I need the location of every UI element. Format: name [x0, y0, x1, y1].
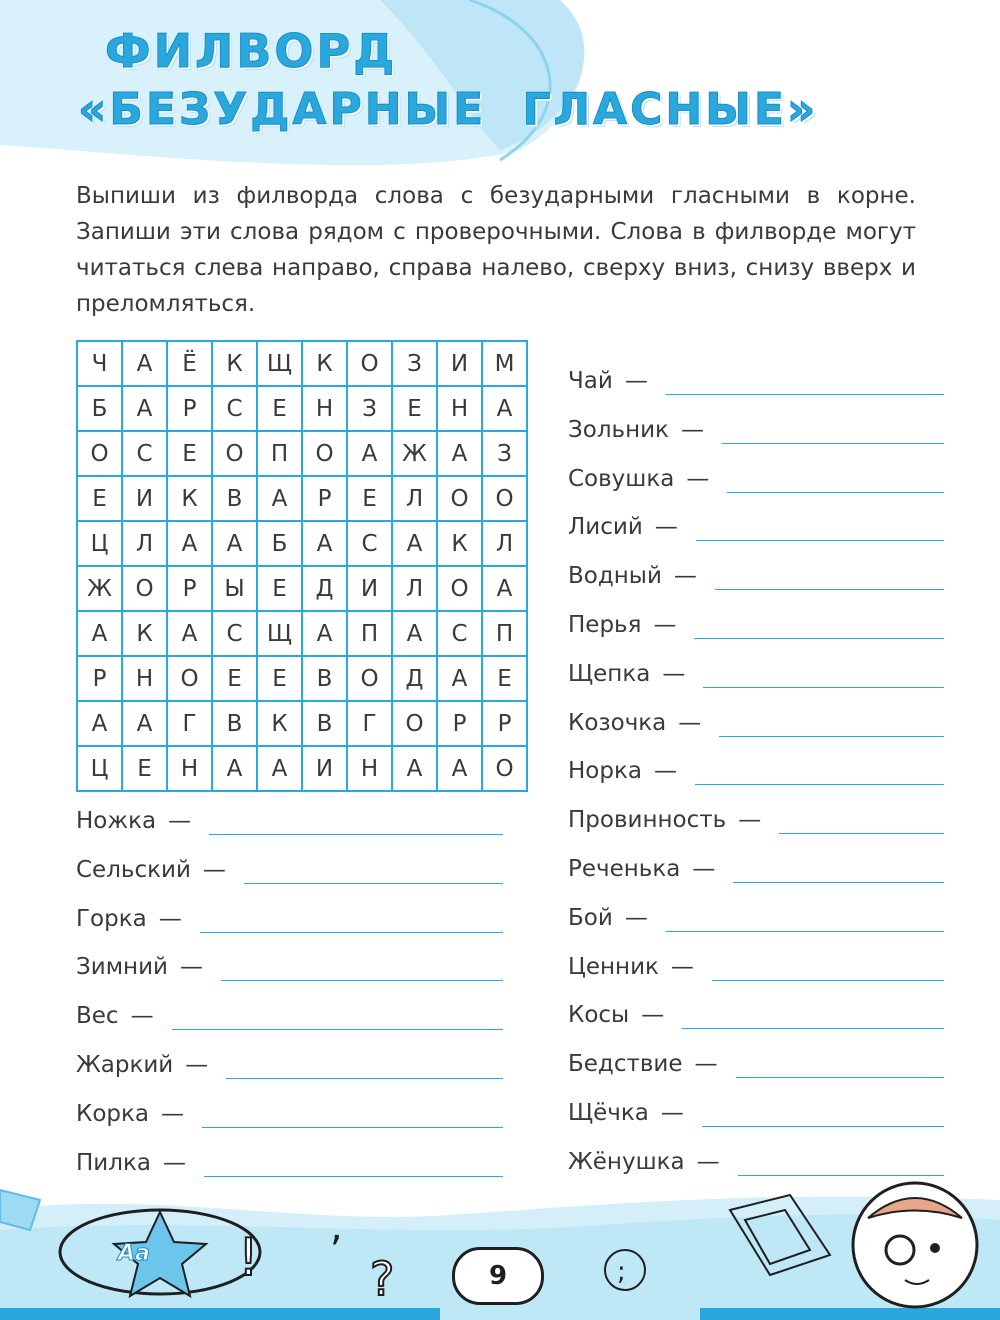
grid-cell: Ж	[392, 431, 437, 476]
answer-row	[568, 856, 944, 883]
grid-cell: О	[347, 656, 392, 701]
grid-cell: Б	[257, 521, 302, 566]
grid-cell: А	[302, 521, 347, 566]
grid-cell: Ж	[77, 566, 122, 611]
grid-cell: Е	[257, 656, 302, 701]
check-word: Сельский	[76, 856, 191, 883]
grid-cell: С	[212, 611, 257, 656]
grid-cell: А	[167, 611, 212, 656]
answer-line[interactable]	[719, 710, 944, 737]
grid-cell: А	[347, 431, 392, 476]
instructions-text: Выпиши из филворда слова с безударными гласными в корне. Запиши эти слова рядом с проверочными. Слова в филворде могут читаться слева направо, справа налево, сверху вниз, снизу вверх и преломляться.	[76, 183, 916, 317]
answer-line[interactable]	[682, 1002, 944, 1029]
answer-row	[76, 1101, 503, 1128]
dash: —	[653, 758, 677, 785]
grid-cell: Г	[347, 701, 392, 746]
grid-cell: А	[212, 521, 257, 566]
answer-line[interactable]	[727, 466, 944, 493]
check-word: Косы	[568, 1002, 630, 1029]
grid-cell: И	[437, 341, 482, 386]
dash: —	[185, 1052, 209, 1078]
grid-cell: Е	[77, 476, 122, 521]
grid-cell: Л	[122, 521, 167, 566]
grid-cell: Щ	[257, 611, 302, 656]
grid-cell: А	[392, 521, 437, 566]
grid-cell: Ц	[77, 746, 122, 791]
grid-cell: З	[482, 431, 527, 476]
grid-cell: А	[122, 341, 167, 386]
word-search-grid	[76, 340, 528, 792]
grid-cell: Ц	[77, 521, 122, 566]
grid-cell: К	[257, 701, 302, 746]
dash: —	[692, 856, 716, 882]
grid-cell: О	[212, 431, 257, 476]
grid-cell: Г	[167, 701, 212, 746]
grid-row	[77, 476, 527, 521]
answer-row	[568, 954, 944, 981]
grid-cell: П	[482, 611, 527, 656]
grid-cell: Н	[167, 746, 212, 791]
page-title-line-1: ФИЛВОРД	[105, 24, 398, 78]
grid-cell: Р	[302, 476, 347, 521]
answer-line[interactable]	[172, 1003, 503, 1030]
grid-cell: И	[122, 476, 167, 521]
dash: —	[158, 905, 182, 932]
grid-cell: А	[392, 746, 437, 791]
grid-cell: Е	[257, 386, 302, 431]
check-word: Корка	[76, 1100, 149, 1127]
answer-line[interactable]	[722, 417, 944, 444]
grid-cell: З	[392, 341, 437, 386]
grid-cell: О	[77, 431, 122, 476]
check-word: Чай	[568, 368, 613, 394]
grid-cell: Л	[482, 521, 527, 566]
answer-line[interactable]	[703, 661, 944, 688]
answer-row	[568, 514, 944, 541]
svg-text:?: ?	[370, 1252, 395, 1306]
answer-row	[76, 857, 503, 884]
grid-cell: О	[347, 341, 392, 386]
dash: —	[624, 368, 648, 394]
grid-cell: К	[122, 611, 167, 656]
dash: —	[654, 514, 678, 541]
grid-cell: О	[482, 746, 527, 791]
grid-cell: Н	[122, 656, 167, 701]
answer-line[interactable]	[209, 808, 503, 835]
grid-cell: Ч	[77, 341, 122, 386]
dash: —	[641, 1002, 665, 1029]
dash: —	[179, 954, 203, 981]
grid-cell: О	[167, 656, 212, 701]
check-word: Реченька	[568, 856, 681, 882]
answer-line[interactable]	[779, 807, 944, 834]
check-word: Водный	[568, 563, 662, 590]
grid-cell: А	[77, 611, 122, 656]
grid-cell: Е	[257, 566, 302, 611]
answer-row	[76, 808, 503, 835]
grid-cell: А	[302, 611, 347, 656]
answer-line[interactable]	[702, 1100, 944, 1127]
grid-cell: Е	[212, 656, 257, 701]
grid-cell: В	[302, 701, 347, 746]
answer-row	[568, 563, 944, 590]
answer-row	[568, 1051, 944, 1078]
check-word: Лисий	[568, 514, 643, 541]
answer-line[interactable]	[666, 905, 944, 932]
grid-cell: И	[347, 566, 392, 611]
dash: —	[653, 612, 677, 638]
answer-row	[568, 612, 944, 639]
dash: —	[696, 1148, 720, 1175]
check-word: Жаркий	[76, 1052, 174, 1078]
dash: —	[202, 856, 226, 883]
dash: —	[670, 953, 694, 980]
grid-cell: В	[212, 701, 257, 746]
grid-cell: З	[347, 386, 392, 431]
dash: —	[162, 1149, 186, 1176]
dash: —	[624, 904, 648, 931]
page-title-line-2: «БЕЗУДАРНЫЕ ГЛАСНЫЕ»	[78, 84, 819, 135]
grid-cell: Д	[392, 656, 437, 701]
answer-row	[568, 661, 944, 688]
grid-cell: Ё	[167, 341, 212, 386]
grid-cell: О	[482, 476, 527, 521]
grid-cell: Р	[482, 701, 527, 746]
answer-row	[568, 368, 944, 395]
dash: —	[678, 709, 702, 736]
grid-cell: О	[122, 566, 167, 611]
grid-cell: К	[167, 476, 212, 521]
check-word: Жёнушка	[568, 1148, 685, 1175]
grid-row	[77, 386, 527, 431]
grid-cell: С	[212, 386, 257, 431]
grid-cell: К	[437, 521, 482, 566]
grid-cell: О	[302, 431, 347, 476]
answer-row	[76, 906, 503, 933]
grid-cell: Е	[392, 386, 437, 431]
check-word: Щёчка	[568, 1100, 649, 1126]
grid-cell: Н	[347, 746, 392, 791]
answer-line[interactable]	[733, 856, 944, 883]
grid-cell: Е	[167, 431, 212, 476]
grid-cell: Б	[77, 386, 122, 431]
grid-cell: Р	[77, 656, 122, 701]
grid-cell: А	[482, 386, 527, 431]
grid-cell: И	[302, 746, 347, 791]
answer-row	[568, 1100, 944, 1127]
check-word: Пилка	[76, 1149, 151, 1176]
grid-cell: Р	[437, 701, 482, 746]
grid-row	[77, 341, 527, 386]
svg-text:!: !	[238, 1228, 259, 1288]
grid-cell: Е	[482, 656, 527, 701]
dash: —	[130, 1003, 154, 1030]
grid-row	[77, 611, 527, 656]
check-word: Козочка	[568, 709, 667, 736]
grid-cell: Н	[302, 386, 347, 431]
grid-cell: С	[122, 431, 167, 476]
grid-row	[77, 746, 527, 791]
answer-line[interactable]	[695, 758, 944, 785]
grid-cell: К	[212, 341, 257, 386]
dash: —	[738, 807, 762, 834]
grid-cell: В	[302, 656, 347, 701]
grid-cell: Л	[392, 476, 437, 521]
grid-cell: А	[77, 701, 122, 746]
answer-line[interactable]	[696, 514, 944, 541]
svg-text:;: ;	[617, 1257, 626, 1287]
dash: —	[694, 1051, 718, 1078]
grid-cell: П	[347, 611, 392, 656]
grid-cell: О	[437, 566, 482, 611]
dash: —	[673, 563, 697, 590]
grid-cell: А	[212, 746, 257, 791]
grid-cell: П	[257, 431, 302, 476]
answer-row	[568, 710, 944, 737]
grid-cell: А	[122, 701, 167, 746]
answer-line[interactable]	[666, 368, 944, 395]
answer-line[interactable]	[715, 563, 944, 590]
grid-row	[77, 701, 527, 746]
grid-row	[77, 431, 527, 476]
answer-row	[76, 1003, 503, 1030]
grid-cell: А	[437, 746, 482, 791]
answer-row	[568, 1002, 944, 1029]
grid-cell: Л	[392, 566, 437, 611]
grid-cell: К	[302, 341, 347, 386]
grid-cell: В	[212, 476, 257, 521]
grid-cell: Е	[347, 476, 392, 521]
grid-cell: С	[437, 611, 482, 656]
grid-cell: Щ	[257, 341, 302, 386]
grid-cell: Р	[167, 386, 212, 431]
grid-row	[77, 656, 527, 701]
dash: —	[662, 660, 686, 687]
answer-row	[568, 417, 944, 444]
grid-row	[77, 521, 527, 566]
grid-cell: А	[167, 521, 212, 566]
aa-badge-text: Aa	[118, 1241, 150, 1266]
grid-cell: А	[257, 476, 302, 521]
grid-cell: Д	[302, 566, 347, 611]
dash: —	[680, 416, 704, 443]
grid-cell: А	[437, 431, 482, 476]
answer-row	[568, 758, 944, 785]
grid-cell: Ы	[212, 566, 257, 611]
grid-cell: А	[482, 566, 527, 611]
check-word: Горка	[76, 905, 147, 932]
answer-row	[76, 1052, 503, 1079]
answer-line[interactable]	[694, 612, 944, 639]
check-word: Вес	[76, 1003, 119, 1030]
dash: —	[168, 808, 192, 834]
answer-line[interactable]	[244, 857, 503, 884]
check-word: Перья	[568, 612, 642, 638]
check-word: Норка	[568, 758, 642, 785]
check-word: Бедствие	[568, 1051, 683, 1078]
check-word: Зольник	[568, 416, 669, 443]
grid-cell: О	[392, 701, 437, 746]
dash: —	[660, 1100, 684, 1126]
check-word: Зимний	[76, 954, 168, 981]
answer-row	[76, 954, 503, 981]
grid-cell: М	[482, 341, 527, 386]
check-word: Ценник	[568, 953, 659, 980]
svg-text:,: ,	[330, 1204, 343, 1250]
check-word: Ножка	[76, 808, 157, 834]
answer-line[interactable]	[221, 954, 503, 981]
grid-cell: А	[257, 746, 302, 791]
answer-line[interactable]	[712, 954, 944, 981]
answer-line[interactable]	[736, 1051, 944, 1078]
check-word: Совушка	[568, 465, 675, 492]
answer-row	[568, 466, 944, 493]
grid-cell: А	[437, 656, 482, 701]
check-word: Щепка	[568, 660, 651, 687]
check-word: Провинность	[568, 807, 727, 834]
answer-row	[568, 807, 944, 834]
grid-cell: А	[392, 611, 437, 656]
answer-line[interactable]	[226, 1052, 503, 1079]
grid-cell: О	[437, 476, 482, 521]
answer-line[interactable]	[200, 906, 503, 933]
dash: —	[686, 465, 710, 492]
grid-cell: Р	[167, 566, 212, 611]
answer-row	[568, 905, 944, 932]
grid-row	[77, 566, 527, 611]
grid-cell: С	[347, 521, 392, 566]
grid-cell: Е	[122, 746, 167, 791]
page-number: 9	[452, 1247, 544, 1305]
dash: —	[161, 1100, 184, 1127]
check-word: Бой	[568, 904, 613, 931]
grid-cell: Н	[437, 386, 482, 431]
grid-cell: А	[122, 386, 167, 431]
answer-line[interactable]	[202, 1101, 503, 1128]
